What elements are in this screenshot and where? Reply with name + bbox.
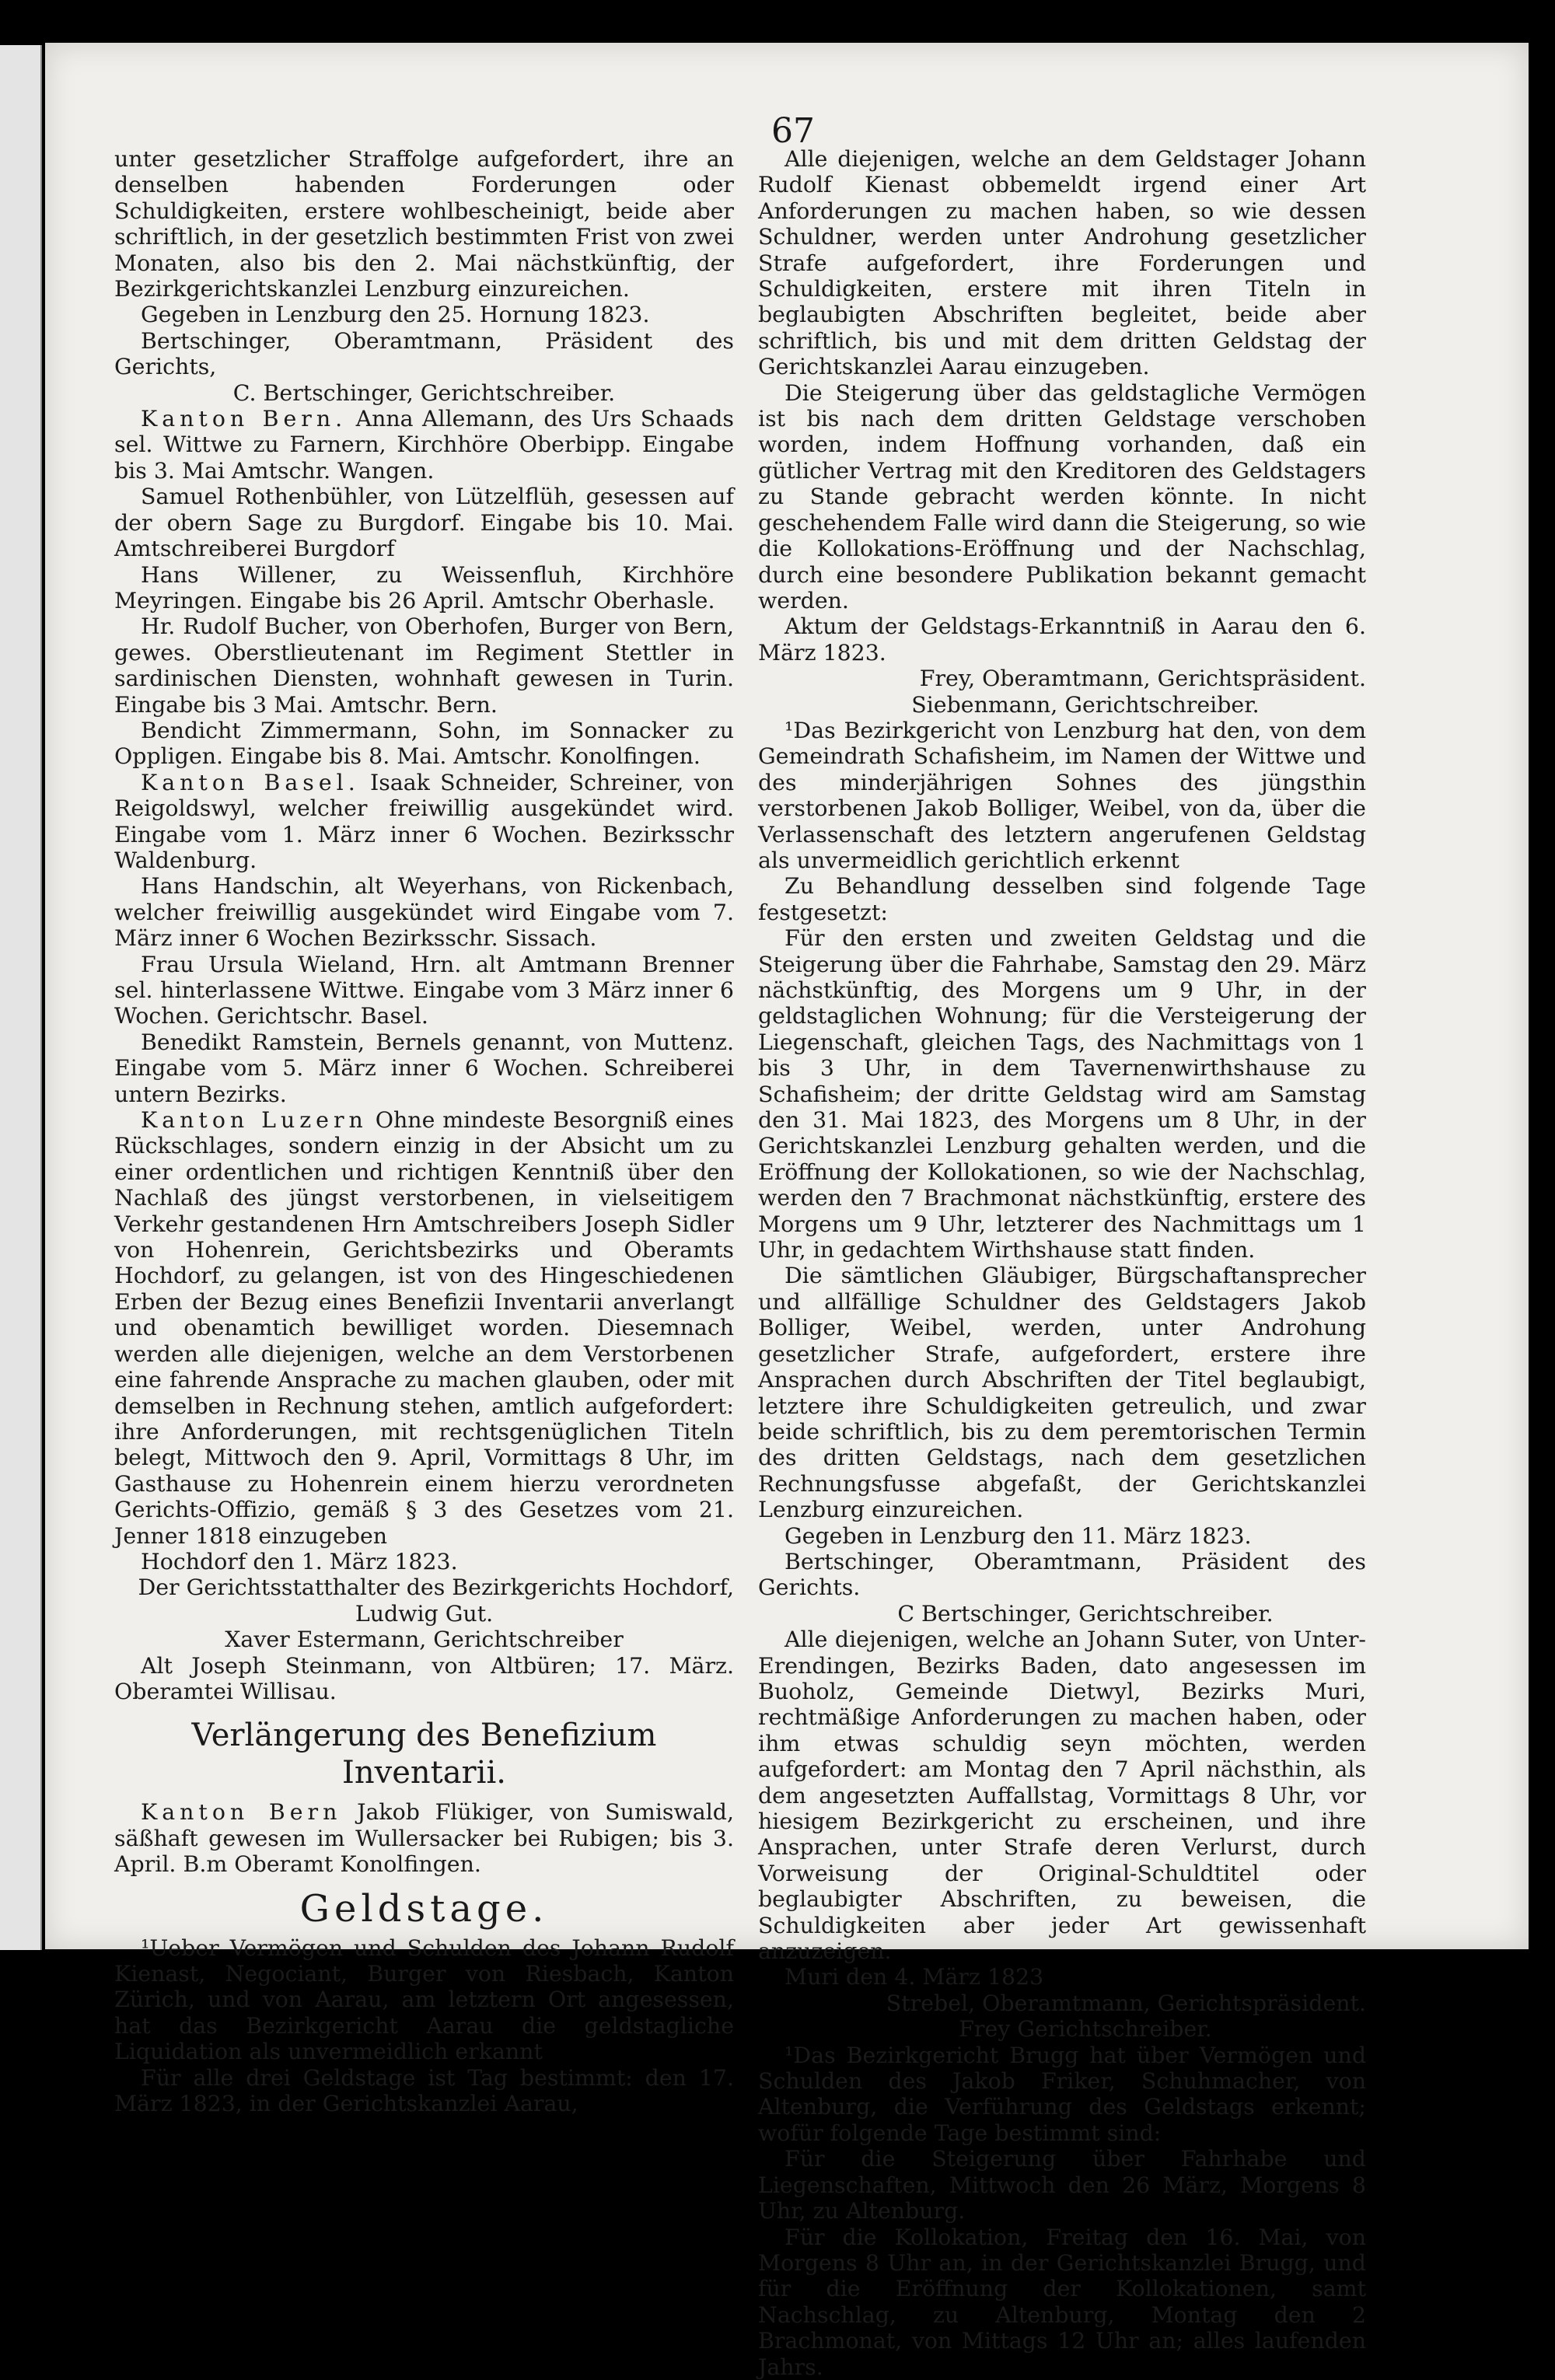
date-line: Muri den 4. März 1823 [784,1964,1044,1990]
notice-entry: ¹Das Bezirkgericht Brugg hat über Vermögen und Schulden des Jakob Friker, Schuhmacher, von Altenburg, die Verführung des Geldstags erkennt; wofür folgende Tage bestimmt sind: [758,2042,1366,2146]
canton-label: Kanton Bern [141,1799,342,1826]
canton-label: Kanton Basel. [141,769,360,795]
left-column [114,146,734,2116]
paragraph: Die sämtlichen Gläubiger, Bürgschaftansprecher und allfällige Schuldner des Geldstagers Jakob Bolliger, Weibel, werden, unter Androhung gesetzlicher Strafe, aufgefordert, erstere ihre Ansprachen durch Abschriften der Titel beglaubigt, letztere ihre Schuldigkeiten getreulich, und zwar beide schriftlich, bis zu dem peremtorischen Termin des dritten Geldstags, nach dem gesetzlichen Rechnungsfusse abgefaßt, der Gerichtskanzlei Lenzburg einzureichen. [758,1263,1366,1523]
notice-entry: Kanton Basel. Isaak Schneider, Schreiner, von Reigoldswyl, welcher freiwillig ausgekündet wird. Eingabe vom 1. März inner 6 Wochen. Bezirksschr Waldenburg. [114,769,735,873]
paragraph: Gegeben in Lenzburg den 25. Hornung 1823. [141,302,650,328]
date-line: Gegeben in Lenzburg den 11. März 1823. [784,1522,1252,1549]
notice-entry: Samuel Rothenbühler, von Lützelflüh, gesessen auf der obern Sage zu Burgdorf. Eingabe bis 10. Mai. Amtschreiberei Burgdorf [114,484,734,562]
signature-line: Strebel, Oberamtmann, Gerichtspräsident. [886,1990,1366,2016]
paragraph: Alle diejenigen, welche an dem Geldstager Johann Rudolf Kienast obbemeldt irgend einer Art Anforderungen zu machen haben, so wie dessen Schuldner, werden unter Androhung gesetzlicher Strafe aufgefordert, ihre Forderungen und Schuldigkeiten, erstere mit ihren Titeln in beglaubigten Abschriften begleitet, beide aber schriftlich, bis und mit dem dritten Geldstag der Gerichtskanzlei Aarau einzugeben. [758,146,1366,380]
page-number: 67 [771,111,815,151]
notice-entry: Hans Willener, zu Weissenfluh, Kirchhöre Meyringen. Eingabe bis 26 April. Amtschr Oberhasle. [114,561,734,613]
signature-line: Frey Gerichtschreiber. [959,2016,1212,2043]
notice-entry: Alle diejenigen, welche an Johann Suter, von Unter-Erendingen, Bezirks Baden, dato angesessen im Buoholz, Gemeinde Dietwyl, Bezirks Muri, rechtmäßige Anforderungen zu machen haben, oder ihm etwas schuldig seyn möchten, werden aufgefordert: am Montag den 7 April nächsthin, als dem angesetzten Auffallstag, Vormittags 8 Uhr, vor hiesigem Bezirkgericht zu erscheinen, und ihre Ansprachen, unter Strafe deren Verlurst, durch Vorweisung der Original-Schuldtitel oder beglaubigter Abschriften, zu beweisen, die Schuldigkeiten aber jeder Art gewissenhaft anzuzeigen. [758,1627,1366,1965]
right-column [758,146,1366,2380]
paragraph: unter gesetzlicher Straffolge aufgefordert, ihre an denselben habenden Forderungen oder Schuldigkeiten, erstere wohlbescheinigt, beide aber schriftlich, in der gesetzlich bestimmten Frist von zwei Monaten, also bis den 2. Mai nächstkünftig, der Bezirkgerichtskanzlei Lenzburg einzureichen. [114,146,734,302]
paragraph: Zu Behandlung desselben sind folgende Tage festgesetzt: [758,873,1366,925]
notice-entry: ¹Das Bezirkgericht von Lenzburg hat den, von dem Gemeindrath Schafisheim, im Namen der Wittwe und des minderjährigen Sohnes des jüngsthin verstorbenen Jakob Bolliger, Weibel, von da, über die Verlassenschaft des letztern angerufenen Geldstag als unvermeidlich gerichtlich erkennt [758,717,1366,873]
notice-entry: Hr. Rudolf Bucher, von Oberhofen, Burger von Bern, gewes. Oberstlieutenant im Regiment Stettler in sardinischen Diensten, wohnhaft gewesen in Turin. Eingabe bis 3 Mai. Amtschr. Bern. [114,613,734,718]
notice-entry: Benedikt Ramstein, Bernels genannt, von Muttenz. Eingabe vom 5. März inner 6 Wochen. Schreiberei untern Bezirks. [114,1029,734,1107]
paragraph: Für die Kollokation, Freitag den 16. Mai, von Morgens 8 Uhr an, in der Gerichtskanzlei Brugg, und für die Eröffnung der Kollokationen, samt Nachschlag, zu Altenburg, Montag den 2 Brachmonat, von Mittags 12 Uhr an; alles laufenden Jahrs. [758,2224,1366,2380]
signature-line: Bertschinger, Oberamtmann, Präsident des Gerichts. [758,1548,1366,1601]
notice-entry: Für alle drei Geldstage ist Tag bestimmt: den 17. März 1823, in der Gerichtskanzlei Aarau, [114,2064,734,2117]
notice-entry: Bendicht Zimmermann, Sohn, im Sonnacker zu Oppligen. Eingabe bis 8. Mai. Amtschr. Konolfingen. [114,717,734,770]
notice-entry: Kanton Bern Jakob Flükiger, von Sumiswald, säßhaft gewesen im Wullersacker bei Rubigen; bis 3. April. B.m Oberamt Konolfingen. [114,1799,734,1878]
date-line: Hochdorf den 1. März 1823. [141,1548,458,1574]
notice-entry: Frau Ursula Wieland, Hrn. alt Amtmann Brenner sel. hinterlassene Wittwe. Eingabe vom 3 März inner 6 Wochen. Gerichtschr. Basel. [114,951,734,1029]
notice-entry: Kanton Bern. Anna Allemann, des Urs Schaads sel. Wittwe zu Farnern, Kirchhöre Oberbipp. Eingabe bis 3. Mai Amtschr. Wangen. [114,406,734,484]
signature-line: Bertschinger, Oberamtmann, Präsident des Gerichts, [114,327,734,380]
notice-entry: Alt Joseph Steinmann, von Altbüren; 17. März. Oberamtei Willisau. [114,1652,734,1704]
paragraph: Für den ersten und zweiten Geldstag und die Steigerung über die Fahrhabe, Samstag den 29. März nächstkünftig, des Morgens um 9 Uhr, in der geldstaglichen Wohnung; für die Versteigerung der Liegenschaft, gleichen Tags, des Nachmittags von 1 bis 3 Uhr, in dem Tavernenwirthshause zu Schafisheim; der dritte Geldstag wird am Samstag den 31. Mai 1823, des Morgens um 8 Uhr, in der Gerichtskanzlei Lenzburg gehalten werden, und die Eröffnung der Kollokationen, so wie der Nachschlag, werden den 7 Brachmonat nächstkünftig, erstere des Morgens um 9 Uhr, letzterer des Nachmittags um 1 Uhr, in gedachtem Wirthshause statt finden. [758,925,1366,1263]
signature-line: Der Gerichtsstatthalter des Bezirkgerichts Hochdorf, [138,1574,734,1601]
paragraph: Für die Steigerung über Fahrhabe und Liegenschaften, Mittwoch den 26 März, Morgens 8 Uhr, zu Altenburg. [758,2146,1366,2224]
paragraph: Die Steigerung über das geldstagliche Vermögen ist bis nach dem dritten Geldstage verschoben worden, indem Hoffnung vorhanden, daß ein gütlicher Vertrag mit den Kreditoren des Geldstagers zu Stande gebracht werden könnte. In nicht geschehendem Falle wird dann die Steigerung, so wie die Kollokations-Eröffnung und der Nachschlag, durch eine besondere Publikation bekannt gemacht werden. [758,379,1366,613]
section-heading: Verlängerung des Benefizium Inventarii. [191,1718,657,1791]
signature-line: Ludwig Gut. [355,1600,494,1627]
date-line: Aktum der Geldstags-Erkanntniß in Aarau den 6. März 1823. [758,613,1366,666]
signature-line: Frey, Oberamtmann, Gerichtspräsident. [919,666,1366,692]
signature-line: Siebenmann, Gerichtschreiber. [911,691,1260,718]
notice-entry: ¹Ueber Vermögen und Schulden des Johann Rudolf Kienast, Negociant, Burger von Riesbach, Kanton Zürich, und von Aarau, am letztern Ort angesessen, hat das Bezirkgericht Aarau die geldstagliche Liquidation als unvermeidlich erkannt [114,1934,734,2065]
signature-line: C Bertschinger, Gerichtschreiber. [897,1600,1274,1627]
canton-label: Kanton Luzern [141,1107,368,1134]
signature-line: Xaver Estermann, Gerichtschreiber [225,1627,624,1653]
notice-entry: Kanton Luzern Ohne mindeste Besorgniß eines Rückschlages, sondern einzig in der Absicht um zu einer ordentlichen und richtigen Kenntniß über den Nachlaß des jüngst verstorbenen, in vielseitigem Verkehr gestandenen Hrn Amtschreibers Joseph Sidler von Hohenrein, Gerichtsbezirks und Oberamts Hochdorf, zu gelangen, ist von des Hingeschiedenen Erben der Bezug eines Benefizii Inventarii anverlangt und obenamtich bewilliget worden. Diesemnach werden alle diejenigen, welche an dem Verstorbenen eine fahrende Ansprache zu machen glauben, oder mit demselben in Rechnung stehen, amtlich aufgefordert: ihre Anforderungen, mit rechtsgenüglichen Titeln belegt, Mittwoch den 9. April, Vormittags 8 Uhr, im Gasthause zu Hohenrein einem hierzu verordneten Gerichts-Offizio, gemäß § 3 des Gesetzes vom 21. Jenner 1818 einzugeben [114,1107,734,1549]
signature-line: C. Bertschinger, Gerichtschreiber. [232,379,616,406]
section-heading: Geldstage. [299,1886,549,1931]
canton-label: Kanton Bern. [141,406,348,432]
previous-page-edge [0,45,42,1950]
notice-entry: Hans Handschin, alt Weyerhans, von Rickenbach, welcher freiwillig ausgekündet wird Eingabe vom 7. März inner 6 Wochen Bezirksschr. Sissach. [114,873,734,952]
